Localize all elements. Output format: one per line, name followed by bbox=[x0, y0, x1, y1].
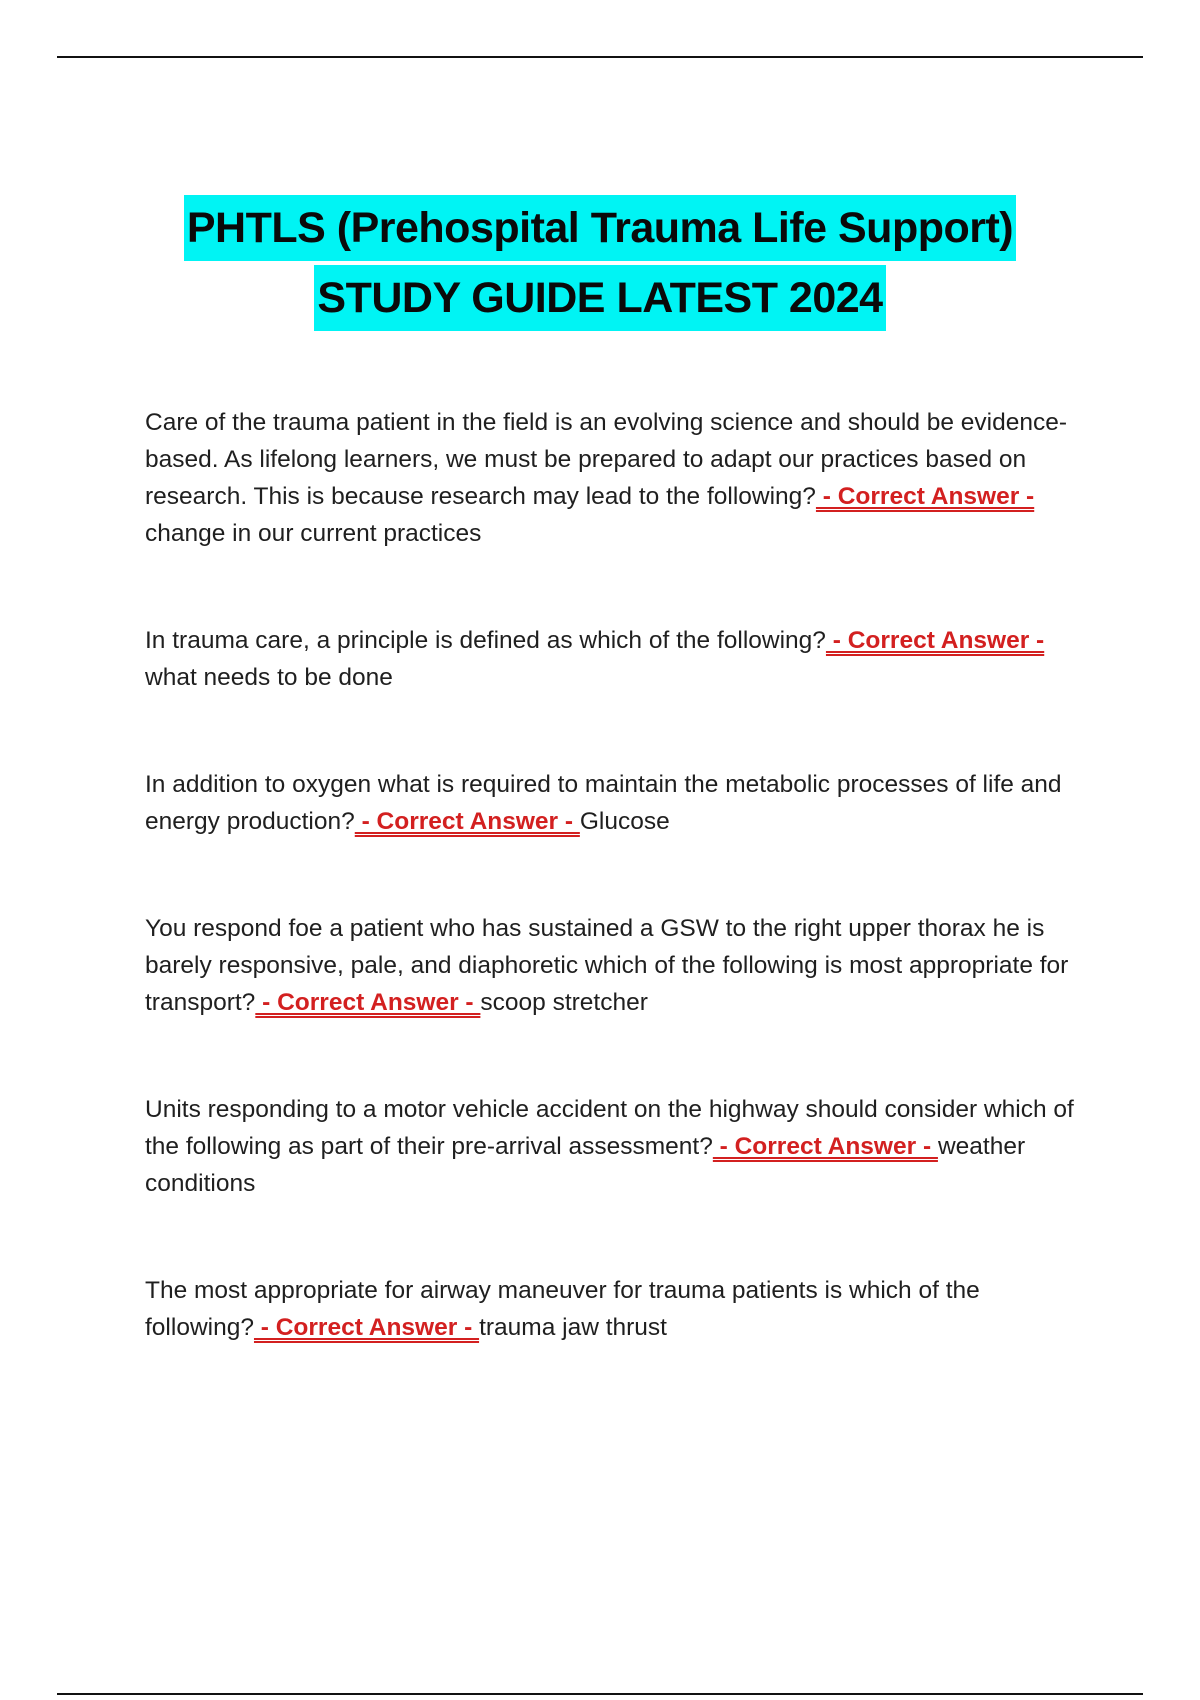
page-title bbox=[0, 195, 1200, 335]
qa-item bbox=[145, 404, 1090, 552]
qa-item bbox=[145, 1091, 1090, 1202]
qa-item bbox=[145, 910, 1090, 1021]
question-text: The most appropriate for airway maneuver for trauma patients is which of the following? bbox=[145, 1277, 980, 1341]
title-line-1: PHTLS (Prehospital Trauma Life Support) bbox=[184, 195, 1016, 261]
qa-item bbox=[145, 622, 1090, 696]
correct-answer-label: - Correct Answer - bbox=[712, 1133, 938, 1160]
title-line-2: STUDY GUIDE LATEST 2024 bbox=[314, 265, 885, 331]
correct-answer-label: - Correct Answer - bbox=[253, 1314, 480, 1341]
question-text: Units responding to a motor vehicle accident on the highway should consider which of the following as part of their pre-arrival assessment? bbox=[145, 1096, 1074, 1160]
correct-answer-label: - Correct Answer - bbox=[815, 483, 1035, 510]
qa-item bbox=[145, 766, 1090, 840]
correct-answer-label: - Correct Answer - bbox=[255, 989, 481, 1016]
question-text: In trauma care, a principle is defined as which of the following? bbox=[145, 627, 826, 654]
answer-text: change in our current practices bbox=[145, 520, 482, 547]
correct-answer-label: - Correct Answer - bbox=[354, 808, 580, 835]
answer-text: scoop stretcher bbox=[480, 989, 648, 1016]
question-text: You respond foe a patient who has sustained a GSW to the right upper thorax he is barely responsive, pale, and diaphoretic which of the following is most appropriate for transport? bbox=[145, 915, 1069, 1016]
question-text: Care of the trauma patient in the field is an evolving science and should be evidence-based. As lifelong learners, we must be prepared to adapt our practices based on research. This is because research may lead to the following? bbox=[145, 409, 1068, 510]
question-text: In addition to oxygen what is required to maintain the metabolic processes of life and energy production? bbox=[145, 771, 1062, 835]
answer-text: weather conditions bbox=[145, 1133, 1026, 1197]
qa-item bbox=[145, 1272, 1090, 1346]
answer-text: trauma jaw thrust bbox=[479, 1314, 667, 1341]
correct-answer-label: - Correct Answer - bbox=[825, 627, 1045, 654]
answer-text: what needs to be done bbox=[145, 664, 393, 691]
footer-rule bbox=[57, 1693, 1143, 1695]
answer-text: Glucose bbox=[579, 808, 670, 835]
question-list bbox=[145, 404, 1090, 1416]
header-rule bbox=[57, 56, 1143, 58]
